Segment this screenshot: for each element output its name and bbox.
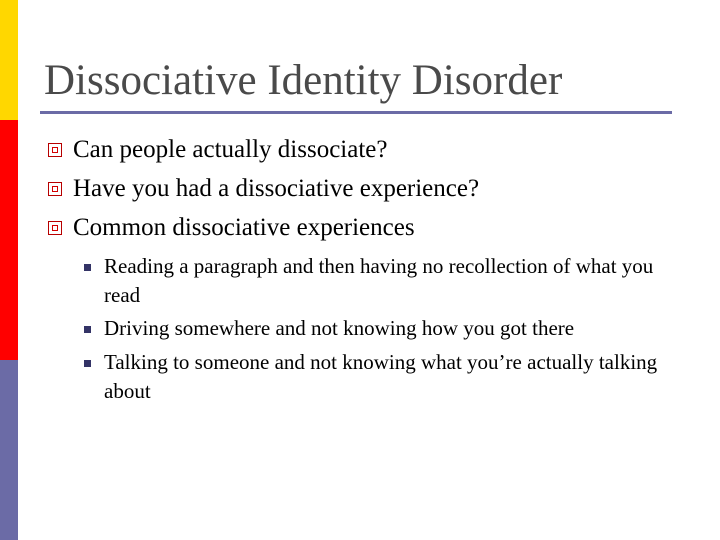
slide-title: Dissociative Identity Disorder	[44, 57, 563, 104]
sub-bullet-text: Reading a paragraph and then having no recollection of what you read	[104, 254, 654, 307]
square-bullet-icon	[48, 143, 62, 157]
square-bullet-icon	[48, 221, 62, 235]
accent-bar-red	[0, 120, 18, 360]
square-bullet-icon	[48, 182, 62, 196]
small-square-bullet-icon	[84, 264, 91, 271]
title-underline	[40, 111, 672, 114]
bullet-text: Have you had a dissociative experience?	[73, 175, 480, 202]
bullet-text: Common dissociative experiences	[73, 214, 415, 241]
bullet-text: Can people actually dissociate?	[73, 136, 388, 163]
sub-bullet-text: Driving somewhere and not knowing how you got there	[104, 316, 575, 340]
small-square-bullet-icon	[84, 360, 91, 367]
sub-bullet-text: Talking to someone and not knowing what you’re actually talking about	[104, 350, 658, 403]
small-square-bullet-icon	[84, 326, 91, 333]
accent-bar-blue	[0, 360, 18, 540]
accent-bar-yellow	[0, 0, 18, 120]
